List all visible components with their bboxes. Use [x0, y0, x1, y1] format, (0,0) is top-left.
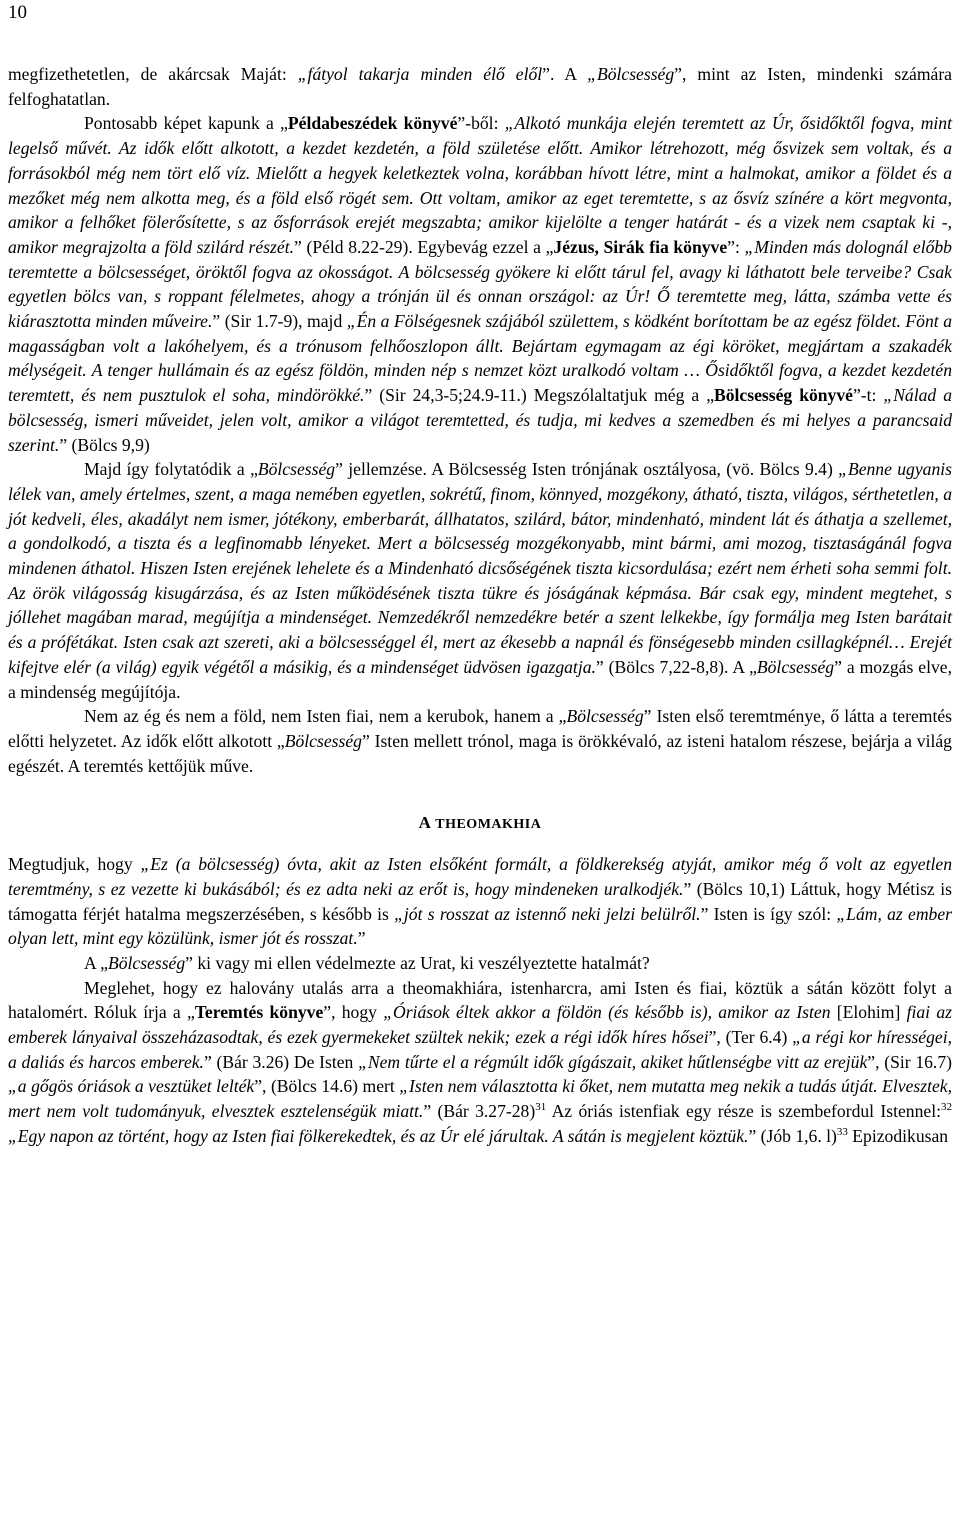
italic-quote: „Nálad a bölcsesség, ismeri műveidet, jelen volt, amikor a világot teremtetted, és tudja, mi kedves a szemedben és mi helyes a parancsaid szerint.: [8, 385, 952, 455]
paragraph: [8, 704, 952, 778]
paragraph: [8, 457, 952, 704]
italic-quote: Bölcsesség: [257, 459, 336, 480]
text-run: A „: [84, 952, 108, 973]
italic-quote: Bölcsesség: [107, 952, 186, 973]
text-run: megfizethetetlen, de akárcsak Maját:: [8, 64, 298, 84]
text-run: ”, hogy: [323, 1002, 384, 1023]
text-run: Pontosabb képet kapunk a „: [84, 113, 288, 134]
bold-text: Bölcsesség könyvé: [714, 385, 853, 406]
text-run: ” (Bár 3.27-28): [423, 1101, 536, 1122]
paragraph: [8, 852, 952, 951]
text-run: ”:: [727, 236, 745, 257]
text-run: ” Isten első teremtménye, ő látta a teremtés előtti helyzetet. Az idők előtt alkotott „: [8, 706, 952, 751]
footnote-ref: 31: [535, 1101, 547, 1114]
text-run: ” (Bár 3.26) De Isten: [203, 1051, 359, 1072]
footnote-ref: 33: [836, 1125, 848, 1138]
italic-quote: „Nem tűrte el a régmúlt idők gígászait, akiket hűtlenségbe vitt az erejük: [358, 1051, 868, 1072]
text-run: ”-t:: [852, 385, 884, 406]
text-run: ” ki vagy mi ellen védelmezte az Urat, ki veszélyeztette hatalmát?: [185, 952, 650, 973]
paragraph: [8, 111, 952, 457]
section-heading: [8, 811, 952, 838]
text-run: ” Isten mellett trónol, maga is örökkévaló, az isteni hatalom részese, bejárja a világ egészét. A teremtés kettőjük műve.: [8, 730, 952, 776]
italic-quote: „fátyol takarja minden élő elől: [297, 64, 543, 84]
paragraph: [8, 951, 952, 976]
italic-quote: „Minden más dolognál előbb teremtette a bölcsességet, öröktől fogva az okosságot. A bölcsesség gyökere ki előtt tárul fel, avagy ki láthatott bele terveibe? Csak egyetlen bölcs van, s roppant félelmetes, ahogy a trónján ül és onnan országol: az Úr! Ő teremtette meg, látta, számba vette és kiárasztotta minden műveire.: [8, 236, 952, 332]
italic-quote: „Alkotó munkája elején teremtett az Úr, ősidőktől fogva, mint legelső művét. Az idők előtt alkotott, a kezdet kezdetén, a föld születése előtt. Amikor létrehozott, még ősvizek sem voltak, és a forrásokból még nem tört elő víz. Mielőtt a hegyek keletkeztek volna, korábban hívott létre, mint a halmokat, amikor a földet és a mezőket még nem alkotta meg, és a föld első rögét sem.: [8, 113, 952, 208]
italic-quote: „Bölcsesség: [587, 64, 675, 84]
text-run: ”, (Ter 6.4): [708, 1027, 793, 1048]
italic-quote: „Egy napon az történt, hogy az Isten fiai fölkerekedtek, és az Úr elé járultak. A sátán is megjelent köztük.: [8, 1125, 749, 1146]
text-run: ” (Jób 1,6. l): [748, 1125, 837, 1146]
italic-quote: Bölcsesség: [566, 706, 644, 727]
text-run: ” (Bölcs 10,1) Láttuk, hogy Métisz is támogatta férjét hatalma megszerzésében, s később is: [8, 878, 952, 924]
text-run: ”: [357, 928, 366, 949]
text-run: ” (Péld 8.22-29). Egybevág ezzel a „: [294, 236, 554, 257]
italic-quote: Bölcsesség: [284, 730, 362, 751]
text-run: Majd így folytatódik a „: [84, 459, 258, 480]
text-run: Epizodikusan: [847, 1125, 949, 1146]
bold-text: Példabeszédek könyvé: [287, 113, 458, 134]
italic-quote: „Isten nem választotta ki őket, nem mutatta meg nekik a tudás útját. Elvesztek, mert nem volt tudományuk, elvesztek esztelenségük miatt.: [8, 1076, 953, 1122]
paragraph: [8, 976, 952, 1149]
italic-quote: „Ez (a bölcsesség) óvta, akit az Isten elsőként formált, a földkerekség atyját, amikor még ő volt az egyetlen teremtmény, s ez vezette ki bukásából; és ez adta neki az erőt is, hogy mindeneken uralkodjék.: [8, 854, 952, 899]
text-run: ” (Bölcs 9,9): [59, 434, 150, 455]
text-run: Meglehet, hogy ez halovány utalás arra a theomakhiára, istenharcra, ami Isten és fiai, köztük a sátán között folyt a hatalomért. Róluk írja a „: [8, 977, 952, 1023]
page-number: 10: [8, 2, 27, 23]
italic-quote: „Én a Fölségesnek szájából születtem, s ködként borítottam be az egész földet. Fönt a magasságban volt a lakóhelyem, és a trónusom felhőoszlopon állt. Bejártam egymagam az égi köröket, megjártam a szakadék mélységeit. A tenger hullámain és az egész földön, minden nép s nemzet közt uralkodó voltam … Ősidőktől fogva, a kezdet kezdetén teremtett, és nem pusztulok el soha, mindörökké.: [8, 311, 952, 406]
italic-quote: „Óriások éltek akkor a földön (és később is), amikor az Isten: [383, 1002, 831, 1023]
text-run: ” (Sir 1.7-9), majd: [212, 311, 347, 332]
italic-quote: Bölcsesség: [756, 656, 835, 677]
heading-word: THEOMAKHIA: [435, 817, 542, 833]
paragraph: [8, 62, 952, 111]
text-run: ” Isten is így szól:: [700, 903, 837, 924]
italic-quote: „Lám, az ember olyan lett, mint egy közülünk, ismer jót és rosszat.: [8, 903, 952, 949]
footnote-ref: 32: [941, 1101, 952, 1114]
text-run: Az óriás istenfiak egy része is szembefordul Istennel:: [546, 1101, 941, 1122]
text-run: ” jellemzése. A Bölcsesség Isten trónjának osztályosa, (vö. Bölcs 9.4): [335, 459, 839, 480]
text-run: [Elohim]: [830, 1002, 907, 1023]
text-run: ” (Bölcs 7,22-8,8). A „: [595, 656, 757, 677]
bold-text: Teremtés könyve: [194, 1002, 324, 1023]
text-run: Megtudjuk, hogy: [8, 854, 141, 875]
text-run: ”, mint az Isten, mindenki számára felfoghatatlan.: [8, 64, 952, 109]
text-run: A: [418, 813, 436, 833]
italic-quote: „jót s rosszat az istennő neki jelzi belülről.: [394, 903, 701, 924]
text-run: ” a mozgás elve, a mindenség megújítója.: [8, 656, 952, 702]
text-run: ”-ből:: [457, 113, 505, 134]
text-run: ”, (Sir 16.7): [867, 1051, 952, 1072]
text-run: ” (Sir 24,3-5;24.9-11.) Megszólaltatjuk még a „: [364, 385, 715, 406]
italic-quote: „Benne ugyanis lélek van, amely értelmes, szent, a maga nemében egyetlen, sokrétű, finom, könnyed, mozgékony, átható, tiszta, világos, sérthetetlen, a jót kedveli, éles, akadályt nem ismer, jótékony, emberbarát, állhatatos, szilárd, bátor, mindenható, mindent lát és áthatja a szellemet, a gondolkodó, a tiszta és a legfinomabb lényeket. Mert a bölcsesség mozgékonyabb, mint bármi, ami mozog, tisztaságánál fogva mindenen áthatol. Hiszen Isten erejének lehelete és a Mindenható dicsőségének tiszta kicsordulása; ezért nem érheti soha semmi folt. Az örök világosság kisugárzása, és az Isten működésének tiszta tükre és jóságának képmása. Bár csak egy, mindent megtehet, s jóllehet magában marad, megújítja a mindenséget. Nemzedékről nemzedékre betér a szent lelkekbe, így formálja meg Isten barátait és a prófétákat. Isten csak azt szereti, aki a bölcsességgel él, mert az ékesebb a napnál és fönségesebb minden csillagképnél… Erejét kifejtve elér (a világ) egyik végétől a másikig, és a mindenséget üdvösen igazgatja.: [8, 459, 952, 677]
bold-text: Jézus, Sirák fia könyve: [553, 236, 728, 257]
italic-quote: fiai az emberek lányaival összeházasodtak, és ezek gyermekeket szültek nekik; ezek a régi idők híres hősei: [8, 1002, 952, 1048]
text-run: Nem az ég és nem a föld, nem Isten fiai, nem a kerubok, hanem a „: [84, 706, 567, 727]
italic-quote: „a gőgös óriások a vesztüket lelték: [8, 1076, 255, 1097]
italic-quote: „a régi kor hírességei, a daliás és harcos emberek.: [8, 1027, 952, 1072]
italic-quote: Ott voltam, amikor az eget teremtette, s az ősvíz színére a kört megvonta, amikor a felhőket fölerősítette, s az ősforrások erejét megszabta; amikor kijelölte a tenger határát - és a vizek nem csaptak ki -, amikor megrajzolta a föld szilárd részét.: [8, 187, 953, 257]
text-run: ”, (Bölcs 14.6) mert: [254, 1076, 400, 1097]
text-run: ”. A: [542, 64, 588, 84]
body-text: [8, 62, 952, 1149]
